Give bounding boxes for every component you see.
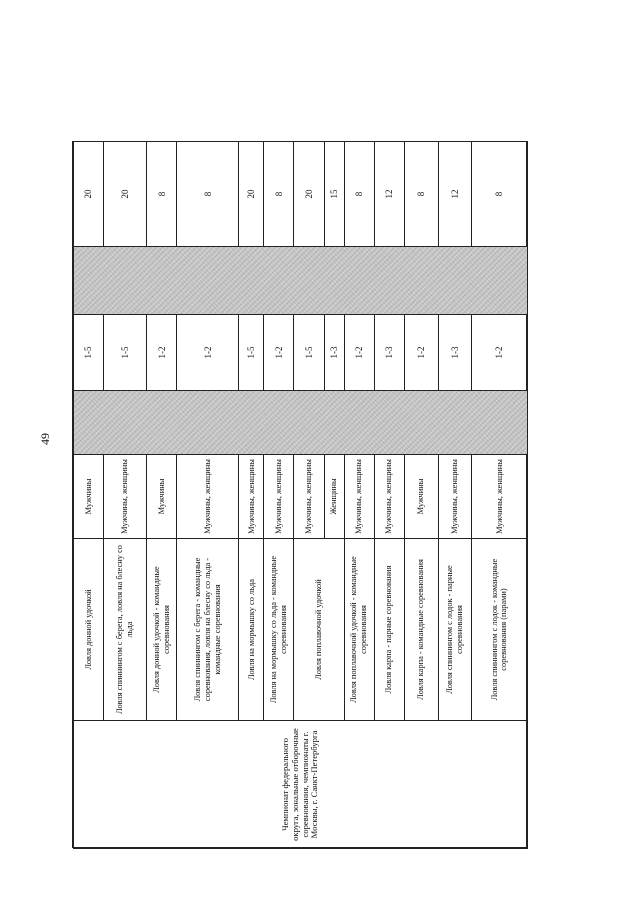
count-cell: 12 <box>374 142 404 247</box>
discipline-cell: Ловля поплавочной удочкой <box>294 539 344 721</box>
gender-cell: Женщины <box>324 455 344 539</box>
table-row <box>74 142 104 849</box>
count-cell: 8 <box>264 142 294 247</box>
championship-cell: Чемпионат федерального округа, зональные отборочные соревнования, чемпионаты г. Москвы, г. Санкт-Петербурга <box>74 721 528 849</box>
discipline-cell: Ловля на мормышку со льда - командные соревнования <box>264 539 294 721</box>
shaded-cell <box>74 391 528 455</box>
gender-cell: Мужчины, женщины <box>239 455 264 539</box>
discipline-cell: Ловля карпа - парные соревнования <box>374 539 404 721</box>
page-number: 49 <box>38 433 52 445</box>
gender-cell: Мужчины, женщины <box>104 455 147 539</box>
age-cell: 1-2 <box>344 315 374 391</box>
discipline-cell: Ловля спиннингом с берега - командные соревнования, ловля на блесну со льда - командные соревнования <box>177 539 239 721</box>
gender-cell: Мужчины <box>404 455 438 539</box>
age-cell: 1-2 <box>147 315 177 391</box>
discipline-cell: Ловля спиннингом с берега, ловля на блесну со льда <box>104 539 147 721</box>
gender-cell: Мужчины, женщины <box>294 455 324 539</box>
count-cell: 20 <box>74 142 104 247</box>
count-cell: 8 <box>147 142 177 247</box>
discipline-cell: Ловля спиннингом с лодок - командные соревнования (парами) <box>471 539 527 721</box>
gender-cell: Мужчины, женщины <box>374 455 404 539</box>
gender-cell: Мужчины, женщины <box>471 455 527 539</box>
count-cell: 20 <box>239 142 264 247</box>
competition-table <box>73 141 528 849</box>
gender-cell: Мужчины, женщины <box>264 455 294 539</box>
shaded-cell <box>74 247 528 315</box>
discipline-cell: Ловля карпа - командные соревнования <box>404 539 438 721</box>
gender-cell: Мужчины <box>147 455 177 539</box>
count-cell: 12 <box>438 142 471 247</box>
count-cell: 20 <box>104 142 147 247</box>
age-cell: 1-2 <box>471 315 527 391</box>
count-cell: 15 <box>324 142 344 247</box>
age-cell: 1-3 <box>438 315 471 391</box>
age-cell: 1-2 <box>404 315 438 391</box>
gender-cell: Мужчины <box>74 455 104 539</box>
count-cell: 8 <box>344 142 374 247</box>
age-cell: 1-5 <box>239 315 264 391</box>
age-cell: 1-5 <box>104 315 147 391</box>
count-cell: 20 <box>294 142 324 247</box>
age-cell: 1-3 <box>374 315 404 391</box>
count-cell: 8 <box>177 142 239 247</box>
gender-cell: Мужчины, женщины <box>438 455 471 539</box>
gender-cell: Мужчины, женщины <box>344 455 374 539</box>
age-cell: 1-2 <box>177 315 239 391</box>
age-cell: 1-2 <box>264 315 294 391</box>
discipline-cell: Ловля на мормышку со льда <box>239 539 264 721</box>
discipline-cell: Ловля донной удочкой - командные соревнования <box>147 539 177 721</box>
table-sheet <box>72 141 527 848</box>
discipline-cell: Ловля донной удочкой <box>74 539 104 721</box>
count-cell: 8 <box>471 142 527 247</box>
discipline-cell: Ловля спиннингом с лодок - парные соревнования <box>438 539 471 721</box>
age-cell: 1-5 <box>294 315 324 391</box>
age-cell: 1-3 <box>324 315 344 391</box>
age-cell: 1-5 <box>74 315 104 391</box>
discipline-cell: Ловля поплавочной удочкой - командные соревнования <box>344 539 374 721</box>
gender-cell: Мужчины, женщины <box>177 455 239 539</box>
count-cell: 8 <box>404 142 438 247</box>
